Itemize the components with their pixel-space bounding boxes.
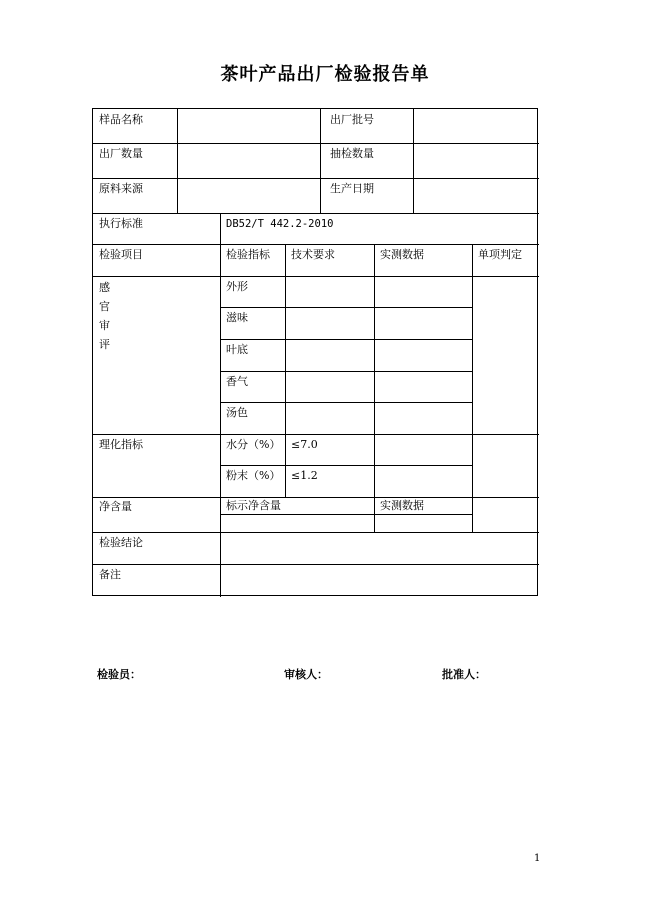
physchem-item-requirement: ≤7.0 [291, 438, 318, 451]
col-divider [413, 109, 414, 213]
physchem-label: 理化指标 [99, 438, 143, 451]
standard-label: 执行标准 [99, 217, 143, 230]
net-content-label: 净含量 [99, 500, 132, 513]
remarks-label: 备注 [99, 568, 121, 581]
net-labeled-header: 标示净含量 [226, 499, 281, 512]
row-divider [93, 143, 539, 144]
row-divider [93, 532, 539, 533]
row-divider [220, 402, 472, 403]
header-requirement: 技术要求 [291, 248, 335, 261]
header-judgement: 单项判定 [478, 248, 522, 261]
sample-qty-label: 抽检数量 [330, 147, 374, 160]
approver-signature-label: 批准人： [442, 668, 486, 681]
net-measured-header: 实测数据 [380, 499, 424, 512]
page-title: 茶叶产品出厂检验报告单 [220, 64, 430, 85]
row-divider [220, 339, 472, 340]
material-source-label: 原料来源 [99, 182, 143, 195]
sensory-item: 滋味 [226, 311, 248, 324]
physchem-item-requirement: ≤1.2 [291, 469, 318, 482]
row-divider [220, 371, 472, 372]
row-divider [220, 465, 472, 466]
standard-value: DB52/T 442.2-2010 [226, 218, 334, 230]
physchem-item-name: 粉末（%） [226, 469, 281, 482]
header-indicator: 检验指标 [226, 248, 270, 261]
row-divider [93, 213, 539, 214]
row-divider [220, 307, 472, 308]
row-divider [93, 178, 539, 179]
col-divider [472, 244, 473, 532]
qty-label: 出厂数量 [99, 147, 143, 160]
sensory-item: 外形 [226, 280, 248, 293]
batch-no-label: 出厂批号 [330, 113, 374, 126]
col-divider [374, 244, 375, 532]
row-divider [93, 564, 539, 565]
conclusion-label: 检验结论 [99, 536, 143, 549]
sensory-item: 香气 [226, 375, 248, 388]
page-number: 1 [534, 853, 541, 864]
row-divider [220, 514, 472, 515]
sample-name-label: 样品名称 [99, 113, 143, 126]
header-measured: 实测数据 [380, 248, 424, 261]
col-divider [220, 213, 221, 597]
sensory-item: 汤色 [226, 406, 248, 419]
inspector-signature-label: 检验员： [97, 668, 141, 681]
sensory-label: 感官审评 [99, 281, 110, 351]
reviewer-signature-label: 审核人： [284, 668, 328, 681]
col-divider [320, 109, 321, 213]
col-divider [177, 109, 178, 213]
physchem-item-name: 水分（%） [226, 438, 281, 451]
header-item: 检验项目 [99, 248, 143, 261]
production-date-label: 生产日期 [330, 182, 374, 195]
col-divider [285, 244, 286, 497]
inspection-form-table [92, 108, 538, 596]
sensory-item: 叶底 [226, 343, 248, 356]
